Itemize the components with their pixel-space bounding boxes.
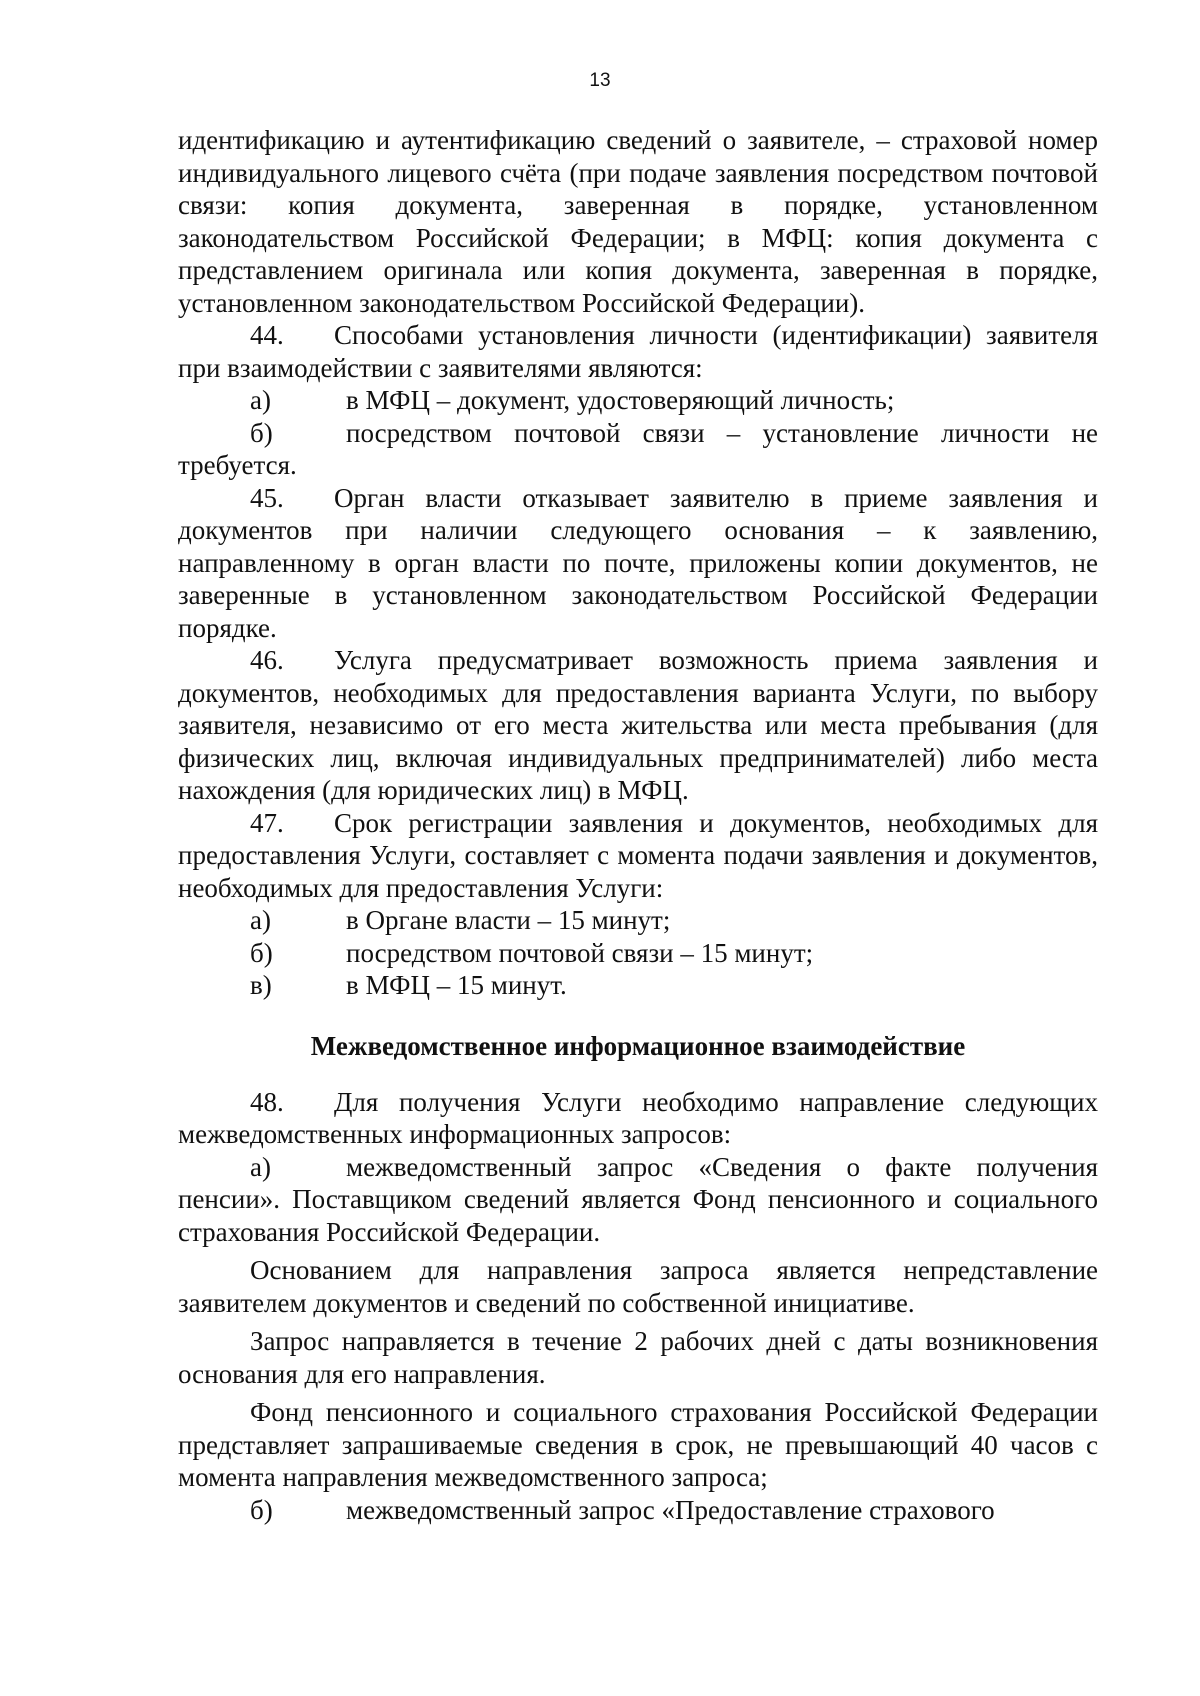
list-item — [178, 1494, 1098, 1527]
list-item — [178, 384, 1098, 417]
response-term-paragraph: Фонд пенсионного и социального страхования Российской Федерации представляет запрашиваемые сведения в срок, не превышающий 40 часов с момента направления межведомственного запроса; — [178, 1397, 1098, 1492]
request-deadline-paragraph: Запрос направляется в течение 2 рабочих дней с даты возникновения основания для его направления. — [178, 1326, 1098, 1389]
list-item — [178, 969, 1098, 1002]
paragraph-number: 44. — [250, 320, 284, 350]
list-item — [178, 1151, 1098, 1249]
list-item-text: посредством почтовой связи – установление личности не требуется. — [178, 417, 1098, 480]
list-item-letter: а) — [250, 385, 271, 415]
paragraph-number: 46. — [250, 645, 284, 675]
intro-paragraph: идентификацию и аутентификацию сведений о заявителе, – страховой номер индивидуального лицевого счёта (при подаче заявления посредством почтовой связи: копия документа, заверенная в порядке, установленном законодательством Российской Федерации; в МФЦ: копия документа с представлением оригинала или копия документа, заверенная в порядке, установленном законодательством Российской Федерации). — [178, 125, 1098, 318]
list-item-letter: б) — [250, 1494, 273, 1525]
list-item — [178, 937, 1098, 970]
paragraph-text: Срок регистрации заявления и документов, необходимых для предоставления Услуги, составляет с момента подачи заявления и документов, необходимых для предоставления Услуги: — [178, 807, 1098, 903]
list-item-letter: в) — [250, 970, 272, 1000]
request-basis-paragraph: Основанием для направления запроса является непредставление заявителем документов и сведений по собственной инициативе. — [178, 1255, 1098, 1318]
list-item — [178, 417, 1098, 482]
paragraph-number: 45. — [250, 482, 284, 513]
paragraph-text: Услуга предусматривает возможность приема заявления и документов, необходимых для предоставления варианта Услуги, по выбору заявителя, независимо от его места жительства или места пребывания (для физических лиц, включая индивидуальных предпринимателей) либо места нахождения (для юридических лиц) в МФЦ. — [178, 645, 1098, 805]
page-number: 13 — [589, 70, 611, 91]
list-item-text: в МФЦ – документ, удостоверяющий личность; — [346, 385, 895, 415]
list-item-text: межведомственный запрос «Сведения о факте получения пенсии». Поставщиком сведений является Фонд пенсионного и социального страхования Российской Федерации. — [178, 1151, 1098, 1247]
list-item-letter: б) — [250, 417, 273, 448]
paragraph-45 — [178, 482, 1098, 645]
paragraph-text: Орган власти отказывает заявителю в приеме заявления и документов при наличии следующего основания – к заявлению, направленному в орган власти по почте, приложены копии документов, не заверенные в установленном законодательством Российской Федерации порядке. — [178, 482, 1098, 643]
paragraph-47 — [178, 807, 1098, 905]
list-item-text: межведомственный запрос «Предоставление страхового — [346, 1494, 995, 1525]
list-item-letter: а) — [250, 1151, 271, 1182]
paragraph-44 — [178, 319, 1098, 384]
paragraph-number: 47. — [250, 807, 284, 838]
list-item — [178, 904, 1098, 937]
paragraph-46 — [178, 644, 1098, 807]
list-item-text: посредством почтовой связи – 15 минут; — [346, 937, 814, 968]
document-body — [178, 124, 1098, 1526]
list-item-letter: б) — [250, 937, 273, 968]
paragraph-text: Способами установления личности (идентификации) заявителя при взаимодействии с заявителями являются: — [178, 320, 1098, 383]
list-item-text: в МФЦ – 15 минут. — [346, 970, 567, 1000]
list-item-text: в Органе власти – 15 минут; — [346, 905, 671, 935]
paragraph-text: Для получения Услуги необходимо направление следующих межведомственных информационных запросов: — [178, 1086, 1098, 1149]
section-heading: Межведомственное информационное взаимодействие — [310, 1030, 966, 1061]
paragraph-48 — [178, 1086, 1098, 1151]
paragraph-number: 48. — [250, 1086, 284, 1117]
list-item-letter: а) — [250, 905, 271, 935]
